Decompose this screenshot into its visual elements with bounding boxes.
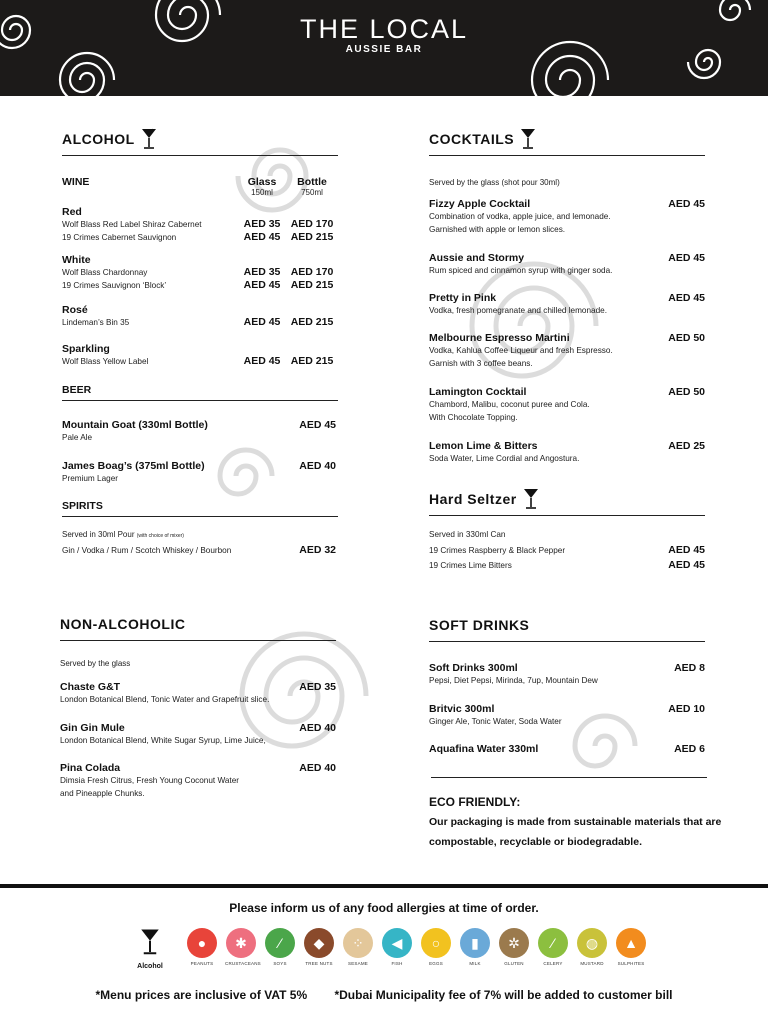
wine-glass-price: AED 45: [243, 279, 281, 291]
milk-icon: ▮: [460, 928, 490, 958]
hard-seltzer-title-text: Hard Seltzer: [429, 491, 517, 507]
cocktail-item: [429, 386, 705, 424]
cocktail-desc: With Chocolate Topping.: [429, 413, 518, 422]
wine-group-name: White: [62, 254, 91, 266]
soft-drinks-title: SOFT DRINKS: [429, 612, 705, 642]
mocktail-item: [60, 722, 336, 747]
hard-seltzer-note: Served in 330ml Can: [429, 530, 506, 539]
cocktail-name: Fizzy Apple Cocktail: [429, 198, 531, 210]
glass-column-header: Glass: [247, 176, 277, 188]
wine-bottle-price: AED 215: [290, 231, 334, 243]
allergen-tree-nuts: [303, 928, 335, 970]
wine-group-red: [62, 206, 338, 244]
cocktail-name: Lamington Cocktail: [429, 386, 527, 398]
cocktails-section: [429, 126, 705, 463]
mocktail-price: AED 40: [299, 722, 336, 734]
cocktail-desc: Vodka, fresh pomegranate and chilled lemonade.: [429, 306, 607, 315]
seltzer-price: AED 45: [668, 559, 705, 571]
allergen-peanuts: [186, 928, 218, 970]
allergen-crustaceans: [225, 928, 261, 970]
fish-icon: ◀: [382, 928, 412, 958]
seltzer-name: 19 Crimes Lime Bitters: [429, 561, 512, 570]
header-banner: [0, 0, 768, 96]
beer-price: AED 45: [299, 419, 336, 431]
wine-name: 19 Crimes Sauvignon ‘Block’: [62, 281, 167, 290]
wine-glass-price: AED 35: [243, 218, 281, 230]
allergen-label: MUSTARD: [580, 961, 604, 966]
glass-size: 150ml: [251, 188, 273, 197]
mocktail-name: Pina Colada: [60, 762, 121, 774]
wine-name: 19 Crimes Cabernet Sauvignon: [62, 233, 177, 242]
mocktail-desc: London Botanical Blend, Tonic Water and Grapefruit slice.: [60, 695, 270, 704]
cocktail-price: AED 45: [668, 292, 705, 304]
celery-icon: ⁄: [538, 928, 568, 958]
soft-drink-price: AED 8: [674, 662, 705, 674]
wine-heading: WINE: [62, 176, 90, 188]
brand-title: THE LOCAL: [299, 14, 469, 44]
sulphite-icon: ▲: [616, 928, 646, 958]
spirits-note-text: Served in 30ml Pour: [62, 530, 135, 539]
spirits-name: Gin / Vodka / Rum / Scotch Whiskey / Bourbon: [62, 546, 232, 555]
allergen-celery: [537, 928, 569, 970]
cocktail-price: AED 45: [668, 252, 705, 264]
spirits-price: AED 32: [299, 544, 336, 556]
egg-icon: ○: [421, 928, 451, 958]
allergen-soys: [264, 928, 296, 970]
cocktail-item: [429, 292, 705, 317]
allergen-label: MILK: [469, 961, 481, 966]
allergen-milk: [459, 928, 491, 970]
wine-bottle-price: AED 215: [290, 355, 334, 367]
mocktail-name: Gin Gin Mule: [60, 722, 125, 734]
hard-seltzer-section: [429, 486, 705, 571]
beer-heading: BEER: [62, 384, 338, 401]
wine-group-name: Sparkling: [62, 343, 110, 355]
cocktail-desc: Soda Water, Lime Cordial and Angostura.: [429, 454, 580, 463]
allergen-label: CRUSTACEANS: [225, 961, 261, 966]
cocktail-desc: Garnished with apple or lemon slices.: [429, 225, 566, 234]
allergen-label: SOYS: [273, 961, 287, 966]
seltzer-name: 19 Crimes Raspberry & Black Pepper: [429, 546, 566, 555]
wine-bottle-price: AED 215: [290, 316, 334, 328]
cocktail-glass-icon: [140, 928, 160, 956]
wine-name: Wolf Blass Chardonnay: [62, 268, 148, 277]
allergen-icon-row: [134, 928, 647, 970]
allergen-label: TREE NUTS: [305, 961, 333, 966]
soft-drinks-section: [429, 612, 705, 755]
nut-icon: ◆: [304, 928, 334, 958]
cocktail-name: Pretty in Pink: [429, 292, 497, 304]
alcohol-section: [62, 126, 338, 556]
eco-line-2: compostable, recyclable or biodegradable.: [429, 836, 642, 848]
non-alcoholic-title: NON-ALCOHOLIC: [60, 611, 336, 641]
allergen-label: CELERY: [543, 961, 563, 966]
wine-group-name: Red: [62, 206, 82, 218]
beer-name: Mountain Goat (330ml Bottle): [62, 419, 208, 431]
vat-note: *Menu prices are inclusive of VAT 5%: [95, 988, 308, 1002]
soft-drink-price: AED 10: [668, 703, 705, 715]
spirits-heading: SPIRITS: [62, 500, 338, 517]
wine-name: Wolf Blass Yellow Label: [62, 357, 149, 366]
wine-group-white: [62, 254, 338, 292]
allergen-fish: [381, 928, 413, 970]
allergen-label: PEANUTS: [190, 961, 214, 966]
alcohol-legend-label: Alcohol: [137, 963, 163, 970]
hard-seltzer-title: [429, 486, 705, 516]
allergen-label: GLUTEN: [504, 961, 524, 966]
cocktail-desc: Combination of vodka, apple juice, and lemonade.: [429, 212, 611, 221]
allergen-mustard: [576, 928, 608, 970]
seltzer-item: [429, 544, 705, 557]
wine-bottle-price: AED 215: [290, 279, 334, 291]
cocktail-item: [429, 198, 705, 236]
sesame-icon: ⁘: [343, 928, 373, 958]
peanut-icon: ●: [187, 928, 217, 958]
non-alcoholic-section: [60, 611, 336, 798]
cocktail-glass-icon: [523, 488, 539, 510]
cocktail-item: [429, 252, 705, 277]
soft-drink-desc: Ginger Ale, Tonic Water, Soda Water: [429, 717, 562, 726]
beer-item: [62, 460, 338, 485]
wine-bottle-price: AED 170: [290, 266, 334, 278]
soft-drink-item: [429, 703, 705, 728]
cocktail-item: [429, 440, 705, 465]
soft-drink-name: Aquafina Water 330ml: [429, 743, 539, 755]
soft-drink-item: [429, 662, 705, 687]
soft-drink-name: Soft Drinks 300ml: [429, 662, 518, 674]
wine-name: Lindeman’s Bin 35: [62, 318, 130, 327]
cocktail-price: AED 50: [668, 332, 705, 344]
mocktail-price: AED 35: [299, 681, 336, 693]
bottle-size: 750ml: [301, 188, 323, 197]
mocktail-name: Chaste G&T: [60, 681, 121, 693]
allergen-label: SULPHITES: [617, 961, 645, 966]
allergen-sulphites: [615, 928, 647, 970]
wine-group-sparkling: [62, 343, 338, 368]
cocktails-note: Served by the glass (shot pour 30ml): [429, 178, 560, 187]
spirits-item: [62, 544, 338, 557]
soft-drink-price: AED 6: [674, 743, 705, 755]
allergen-label: SESAME: [348, 961, 368, 966]
cocktail-desc: Vodka, Kahlua Coffee Liqueur and fresh Espresso.: [429, 346, 613, 355]
beer-name: James Boag’s (375ml Bottle): [62, 460, 205, 472]
cocktails-title-text: COCKTAILS: [429, 131, 515, 147]
non-alcoholic-note: Served by the glass: [60, 659, 131, 668]
allergen-eggs: [420, 928, 452, 970]
bottle-column-header: Bottle: [297, 176, 327, 188]
seltzer-item: [429, 559, 705, 572]
cocktails-title: [429, 126, 705, 156]
spirits-note-small: (with choice of mixer): [136, 533, 184, 539]
allergen-gluten: [498, 928, 530, 970]
soft-drinks-divider: [431, 777, 707, 778]
eco-line-1: Our packaging is made from sustainable materials that are: [429, 816, 722, 828]
cocktail-desc: Garnish with 3 coffee beans.: [429, 359, 533, 368]
mustard-icon: ◍: [577, 928, 607, 958]
mocktail-desc: London Botanical Blend, White Sugar Syrup, Lime Juice,: [60, 736, 266, 745]
wine-bottle-price: AED 170: [290, 218, 334, 230]
cocktail-price: AED 45: [668, 198, 705, 210]
seltzer-price: AED 45: [668, 544, 705, 556]
wine-name: Wolf Blass Red Label Shiraz Cabernet: [62, 220, 202, 229]
beer-item: [62, 419, 338, 444]
alcohol-legend: [134, 928, 166, 970]
spirits-note: [62, 530, 338, 539]
alcohol-title-text: ALCOHOL: [62, 131, 135, 147]
alcohol-title: [62, 126, 338, 156]
mocktail-price: AED 40: [299, 762, 336, 774]
eco-friendly-block: [429, 795, 729, 852]
soft-drink-item: [429, 743, 705, 755]
cocktail-price: AED 25: [668, 440, 705, 452]
mocktail-item: [60, 681, 336, 706]
cocktail-price: AED 50: [668, 386, 705, 398]
wine-glass-price: AED 35: [243, 266, 281, 278]
allergy-notice: Please inform us of any food allergies at time of order.: [229, 901, 539, 915]
beer-desc: Pale Ale: [62, 433, 93, 442]
cocktail-name: Lemon Lime & Bitters: [429, 440, 538, 452]
cocktail-desc: Chambord, Malibu, coconut puree and Cola.: [429, 400, 590, 409]
allergen-label: FISH: [391, 961, 403, 966]
allergen-label: EGGS: [429, 961, 443, 966]
soft-drink-desc: Pepsi, Diet Pepsi, Mirinda, 7up, Mountain Dew: [429, 676, 598, 685]
wine-glass-price: AED 45: [243, 316, 281, 328]
wine-glass-price: AED 45: [243, 355, 281, 367]
footer-divider: [0, 884, 768, 888]
soy-icon: ⁄: [265, 928, 295, 958]
municipality-fee-note: *Dubai Municipality fee of 7% will be added to customer bill: [334, 988, 673, 1002]
brand-subtitle: AUSSIE BAR: [345, 44, 423, 55]
wine-group-name: Rosé: [62, 304, 88, 316]
wine-group-rose: [62, 304, 338, 329]
beer-desc: Premium Lager: [62, 474, 118, 483]
crab-icon: ✱: [226, 928, 256, 958]
soft-drink-name: Britvic 300ml: [429, 703, 495, 715]
cocktail-glass-icon: [520, 128, 536, 150]
footer-notes: [0, 988, 768, 1002]
allergen-sesame: [342, 928, 374, 970]
cocktail-desc: Rum spiced and cinnamon syrup with ginger soda.: [429, 266, 613, 275]
cocktail-glass-icon: [141, 128, 157, 150]
cocktail-name: Melbourne Espresso Martini: [429, 332, 570, 344]
mocktail-desc: Dimsia Fresh Citrus, Fresh Young Coconut Water: [60, 776, 239, 785]
beer-price: AED 40: [299, 460, 336, 472]
cocktail-name: Aussie and Stormy: [429, 252, 525, 264]
wheat-icon: ✲: [499, 928, 529, 958]
wine-glass-price: AED 45: [243, 231, 281, 243]
mocktail-desc: and Pineapple Chunks.: [60, 789, 145, 798]
cocktail-item: [429, 332, 705, 370]
mocktail-item: [60, 762, 336, 800]
eco-title: ECO FRIENDLY:: [429, 795, 521, 809]
